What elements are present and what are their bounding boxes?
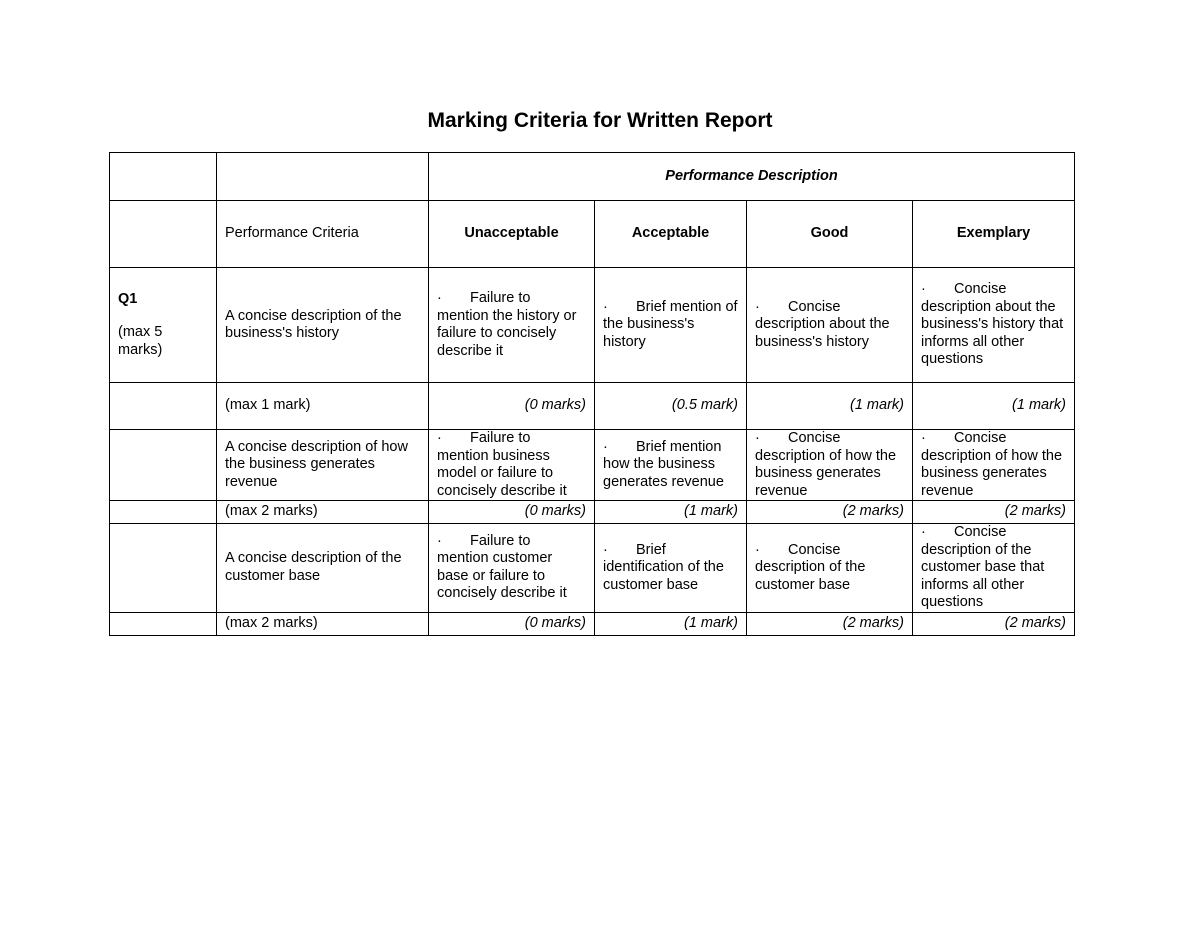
level-descriptor-good [747,268,913,383]
bullet: · [437,430,442,446]
level-descriptor-acceptable [595,268,747,383]
marks-row [110,501,1075,524]
level-descriptor-good [747,524,913,613]
descriptor-text: Concise description of how the business generates revenue [755,430,897,499]
empty-cell [110,383,217,430]
bullet: · [755,430,760,446]
level-header-acceptable: Acceptable [595,201,747,268]
question-max-marks: (max 5 marks) [118,324,163,358]
bullet: · [603,298,608,315]
level-descriptor-good [747,430,913,501]
descriptor-text: Failure to mention business model or failure to concisely describe it [437,430,567,499]
bullet: · [603,541,608,558]
descriptor-text: Brief mention of the business's history [603,298,738,350]
criterion-row [110,268,1075,383]
question-label: Q1 [118,290,138,307]
criterion-max-marks: (max 1 mark) [217,383,429,430]
bullet: · [921,524,926,540]
bullet: · [921,281,926,298]
criterion-description: A concise description of how the business generates revenue [217,430,429,501]
marks-row [110,612,1075,635]
descriptor-text: Failure to mention customer base or failure to concisely describe it [437,532,567,602]
bullet: · [437,290,442,306]
criterion-description: A concise description of the customer base [217,524,429,613]
criterion-description: A concise description of the business's history [217,268,429,383]
criterion-max-marks: (max 2 marks) [217,501,429,524]
level-descriptor-exemplary [913,268,1075,383]
page-title: Marking Criteria for Written Report [427,109,773,132]
criterion-max-marks: (max 2 marks) [217,612,429,635]
level-descriptor-exemplary [913,430,1075,501]
empty-cell [217,153,429,201]
descriptor-text: Brief mention how the business generates revenue [603,438,724,490]
marks-exemplary: (2 marks) [913,612,1075,635]
header-row-levels [110,201,1075,268]
empty-cell [110,430,217,501]
marks-good: (1 mark) [747,383,913,430]
empty-cell [110,524,217,613]
level-header-exemplary: Exemplary [913,201,1075,268]
criterion-row [110,430,1075,501]
marks-row [110,383,1075,430]
empty-cell [110,153,217,201]
marks-good: (2 marks) [747,612,913,635]
level-descriptor-acceptable [595,524,747,613]
marks-acceptable: (0.5 mark) [595,383,747,430]
level-descriptor-unacceptable [429,430,595,501]
bullet: · [755,298,760,315]
descriptor-text: Concise description of the customer base [755,541,866,593]
bullet: · [755,541,760,558]
descriptor-text: Concise description of how the business generates revenue [921,430,1063,499]
level-descriptor-unacceptable [429,524,595,613]
descriptor-text: Concise description about the business's history [755,298,890,350]
level-header-good: Good [747,201,913,268]
question-cell [110,268,217,383]
empty-cell [110,501,217,524]
marks-unacceptable: (0 marks) [429,612,595,635]
marks-good: (2 marks) [747,501,913,524]
criterion-row [110,524,1075,613]
descriptor-text: Concise description of the customer base that informs all other questions [921,524,1045,610]
level-descriptor-unacceptable [429,268,595,383]
performance-description-header: Performance Description [429,153,1075,201]
marks-acceptable: (1 mark) [595,612,747,635]
level-descriptor-acceptable [595,430,747,501]
marks-unacceptable: (0 marks) [429,501,595,524]
marking-criteria-table [109,152,1075,636]
marks-acceptable: (1 mark) [595,501,747,524]
empty-cell [110,201,217,268]
header-row-performance [110,153,1075,201]
bullet: · [603,438,608,455]
bullet: · [921,430,926,446]
marks-unacceptable: (0 marks) [429,383,595,430]
performance-criteria-header: Performance Criteria [217,201,429,268]
descriptor-text: Failure to mention the history or failure to concisely describe it [437,290,577,359]
level-header-unacceptable: Unacceptable [429,201,595,268]
bullet: · [437,532,442,549]
descriptor-text: Concise description about the business's history that informs all other questions [921,281,1064,368]
empty-cell [110,612,217,635]
descriptor-text: Brief identification of the customer base [603,541,724,593]
level-descriptor-exemplary [913,524,1075,613]
marks-exemplary: (2 marks) [913,501,1075,524]
marks-exemplary: (1 mark) [913,383,1075,430]
